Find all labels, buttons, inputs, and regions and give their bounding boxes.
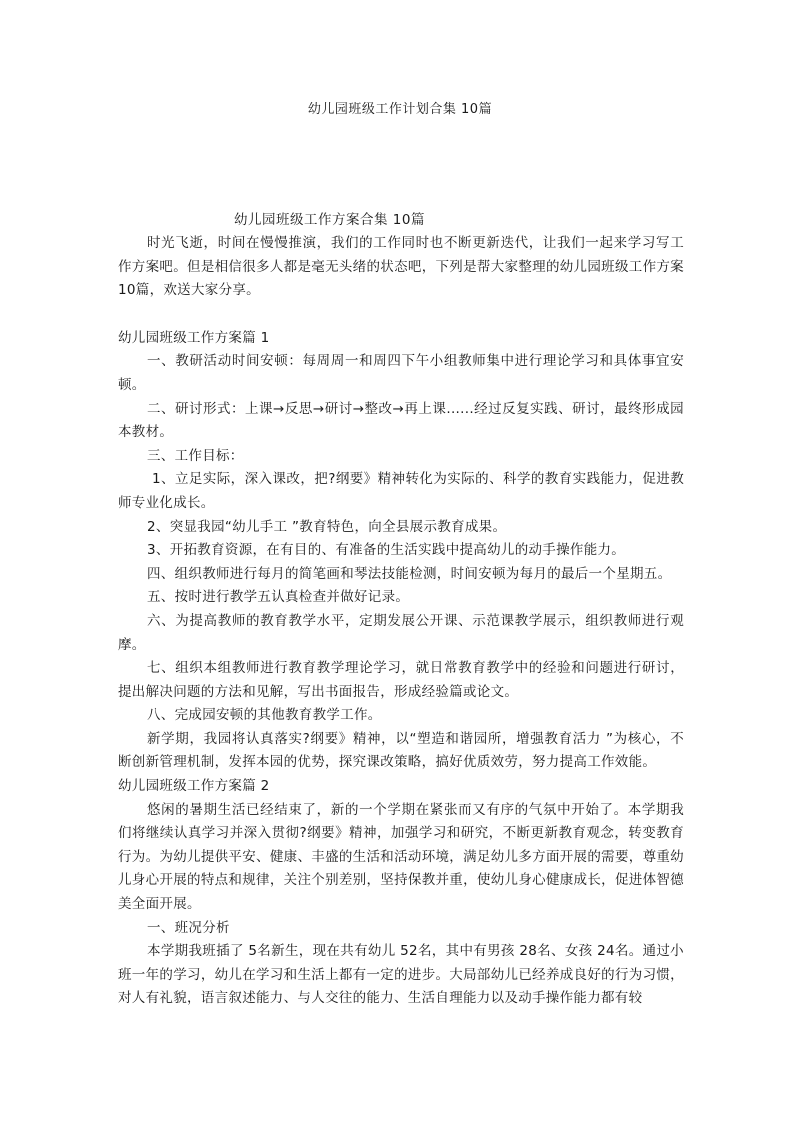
list-item: 四、组织教师进行每月的简笔画和琴法技能检测，时间安顿为每月的最后一个星期五。: [147, 565, 672, 582]
list-item: 六、为提高教师的教育教学水平，定期发展公开课、示范课教学展示，组织教师进行观摩。: [118, 612, 684, 653]
intro-paragraph: 时光飞逝，时间在慢慢推演，我们的工作同时也不断更新迭代，让我们一起来学习写工作方案吧。但是相信很多人都是毫无头绪的状态吧，下列是帮大家整理的幼儿园班级工作方案 10篇，欢送大家分享。: [118, 235, 684, 299]
list-item: 一、教研活动时间安顿：每周周一和周四下午小组教师集中进行理论学习和具体事宜安顿。: [118, 353, 684, 393]
list-item: 2、突显我园“幼儿手工 ”教育特色，向全县展示教育成果。: [147, 518, 507, 535]
document-title: 幼儿园班级工作方案合集 10篇: [234, 212, 425, 228]
list-item: 3、开拓教育资源，在有目的、有准备的生活实践中提高幼儿的动手操作能力。: [147, 542, 626, 559]
subsection-heading: 一、班况分析: [147, 919, 230, 936]
list-item: 二、研讨形式：上课→反思→研讨→整改→再上课......经过反复实践、研讨，最终形成园本教材。: [118, 400, 684, 441]
paragraph-gap: [118, 303, 684, 327]
list-item: 八、完成园安顿的其他教育教学工作。: [147, 707, 382, 724]
list-item: 1、立足实际，深入课改，把?纲要》精神转化为实际的、科学的教育实践能力，促进教师专业化成长。: [118, 471, 684, 511]
page-header: 幼儿园班级工作计划合集 10篇: [307, 102, 493, 117]
list-item: 五、按时进行教学五认真检查并做好记录。: [147, 589, 410, 606]
section-heading: 幼儿园班级工作方案篇 2: [118, 778, 270, 795]
list-item: 三、工作目标：: [147, 447, 244, 464]
list-item: 七、组织本组教师进行教育教学理论学习，就日常教育教学中的经验和问题进行研讨，提出解决问题的方法和见解，写出书面报告，形成经验篇或论文。: [118, 660, 684, 700]
paragraph: 悠闲的暑期生活已经结束了，新的一个学期在紧张而又有序的气氛中开始了。本学期我们将继续认真学习并深入贯彻?纲要》精神，加强学习和研究，不断更新教育观念，转变教育行为。为幼儿提供平安、健康、丰盛的生活和活动环境，满足幼儿多方面开展的需要，尊重幼儿身心开展的特点和规律，关注个别差别，坚持保教并重，使幼儿身心健康成长，促进体智德美全面开展。: [118, 801, 684, 913]
section-heading: 幼儿园班级工作方案篇 1: [118, 329, 270, 346]
paragraph: 本学期我班插了 5名新生，现在共有幼儿 52名，其中有男孩 28名、女孩 24名。通过小班一年的学习，幼儿在学习和生活上都有一定的进步。大局部幼儿已经养成良好的行为习惯，对人有礼貌，语言叙述能力、与人交往的能力、生活自理能力以及动手操作能力都有较: [118, 943, 684, 1007]
list-item: 新学期，我园将认真落实?纲要》精神，以“塑造和谐园所，增强教育活力 ”为核心，不断创新管理机制，发挥本园的优势，探究课改策略，搞好优质效劳，努力提高工作效能。: [118, 730, 684, 771]
document-body: [118, 232, 684, 1011]
